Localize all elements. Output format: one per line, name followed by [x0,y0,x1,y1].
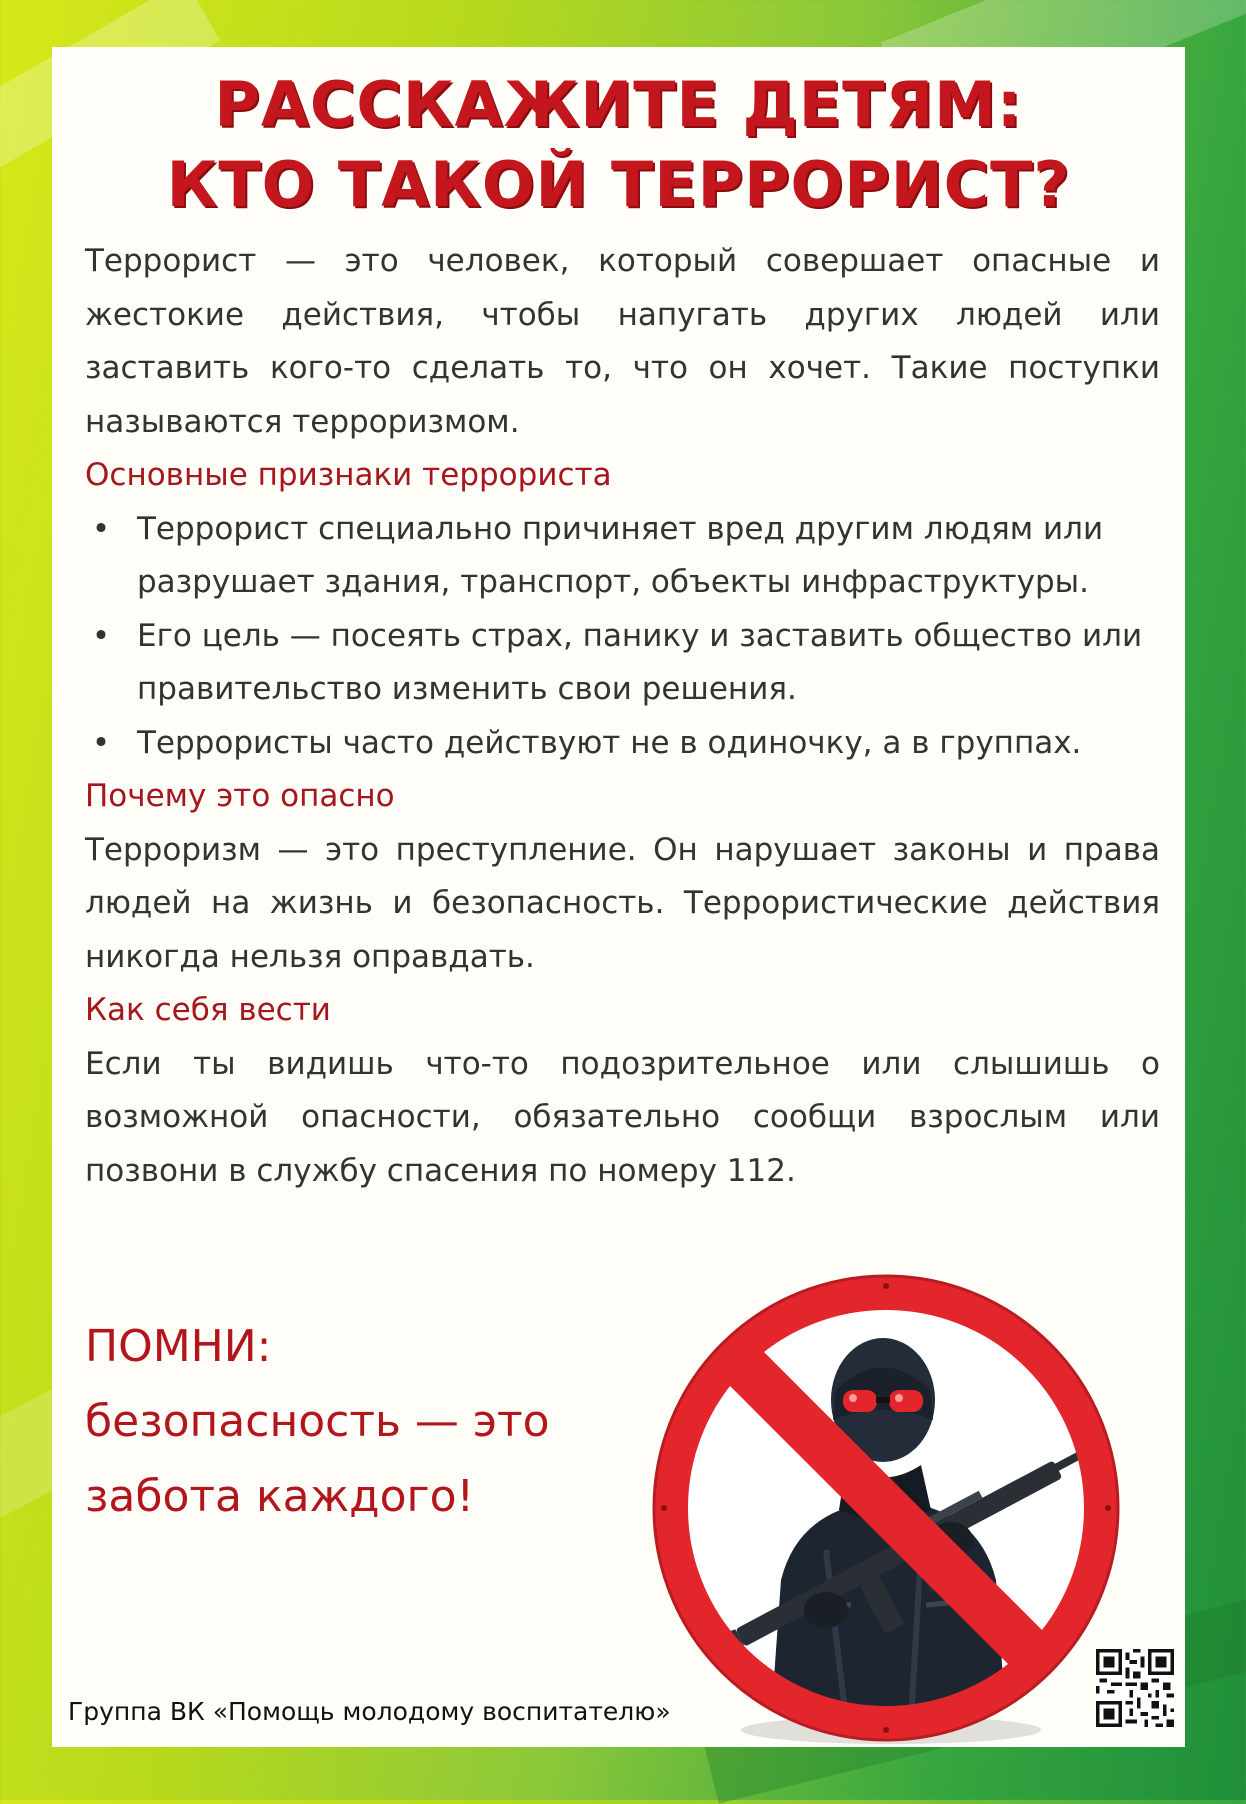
behavior-heading: Как себя вести [85,992,331,1028]
title-line-2: КТО ТАКОЙ ТЕРРОРИСТ? [166,148,1071,221]
signs-list [85,503,1160,771]
main-text [85,235,1160,1198]
poster-title [52,65,1185,225]
list-item [85,610,1160,717]
remember-line-1: ПОМНИ: [85,1321,272,1372]
remember-line-2: безопасность — это [85,1396,550,1447]
danger-paragraph: Терроризм — это преступление. Он нарушает законы и права людей на жизнь и безопасность. Террористические действия никогда нельзя оправдать. [85,831,1160,975]
signs-heading: Основные признаки террориста [85,457,612,493]
list-item [85,503,1160,610]
title-line-1: РАССКАЖИТЕ ДЕТЯМ: [214,68,1023,141]
poster-card [52,47,1185,1747]
bullet-icon: • [91,510,111,547]
list-item-text: Террористы часто действуют не в одиночку, а в группах. [137,724,1082,761]
behavior-paragraph: Если ты видишь что-то подозрительное или слышишь о возможной опасности, обязательно сообщи взрослым или позвони в службу спасения по номеру 112. [85,1045,1160,1189]
list-item [85,717,1160,771]
qr-code-icon [1096,1649,1174,1727]
footer-credit: Группа ВК «Помощь молодому воспитателю» [68,1697,671,1726]
remember-block [85,1309,625,1534]
intro-paragraph: Террорист — это человек, который совершает опасные и жестокие действия, чтобы напугать других людей или заставить кого-то сделать то, что он хочет. Такие поступки называются терроризмом. [85,243,1160,440]
bullet-icon: • [91,724,111,761]
remember-line-3: забота каждого! [85,1471,475,1522]
no-terrorist-prohibition-sign-icon [621,1250,1151,1770]
bullet-icon: • [91,617,111,654]
list-item-text: Его цель — посеять страх, панику и заставить общество или правительство изменить свои решения. [137,617,1143,707]
list-item-text: Террорист специально причиняет вред другим людям или разрушает здания, транспорт, объекты инфраструктуры. [137,510,1104,600]
danger-heading: Почему это опасно [85,778,395,814]
